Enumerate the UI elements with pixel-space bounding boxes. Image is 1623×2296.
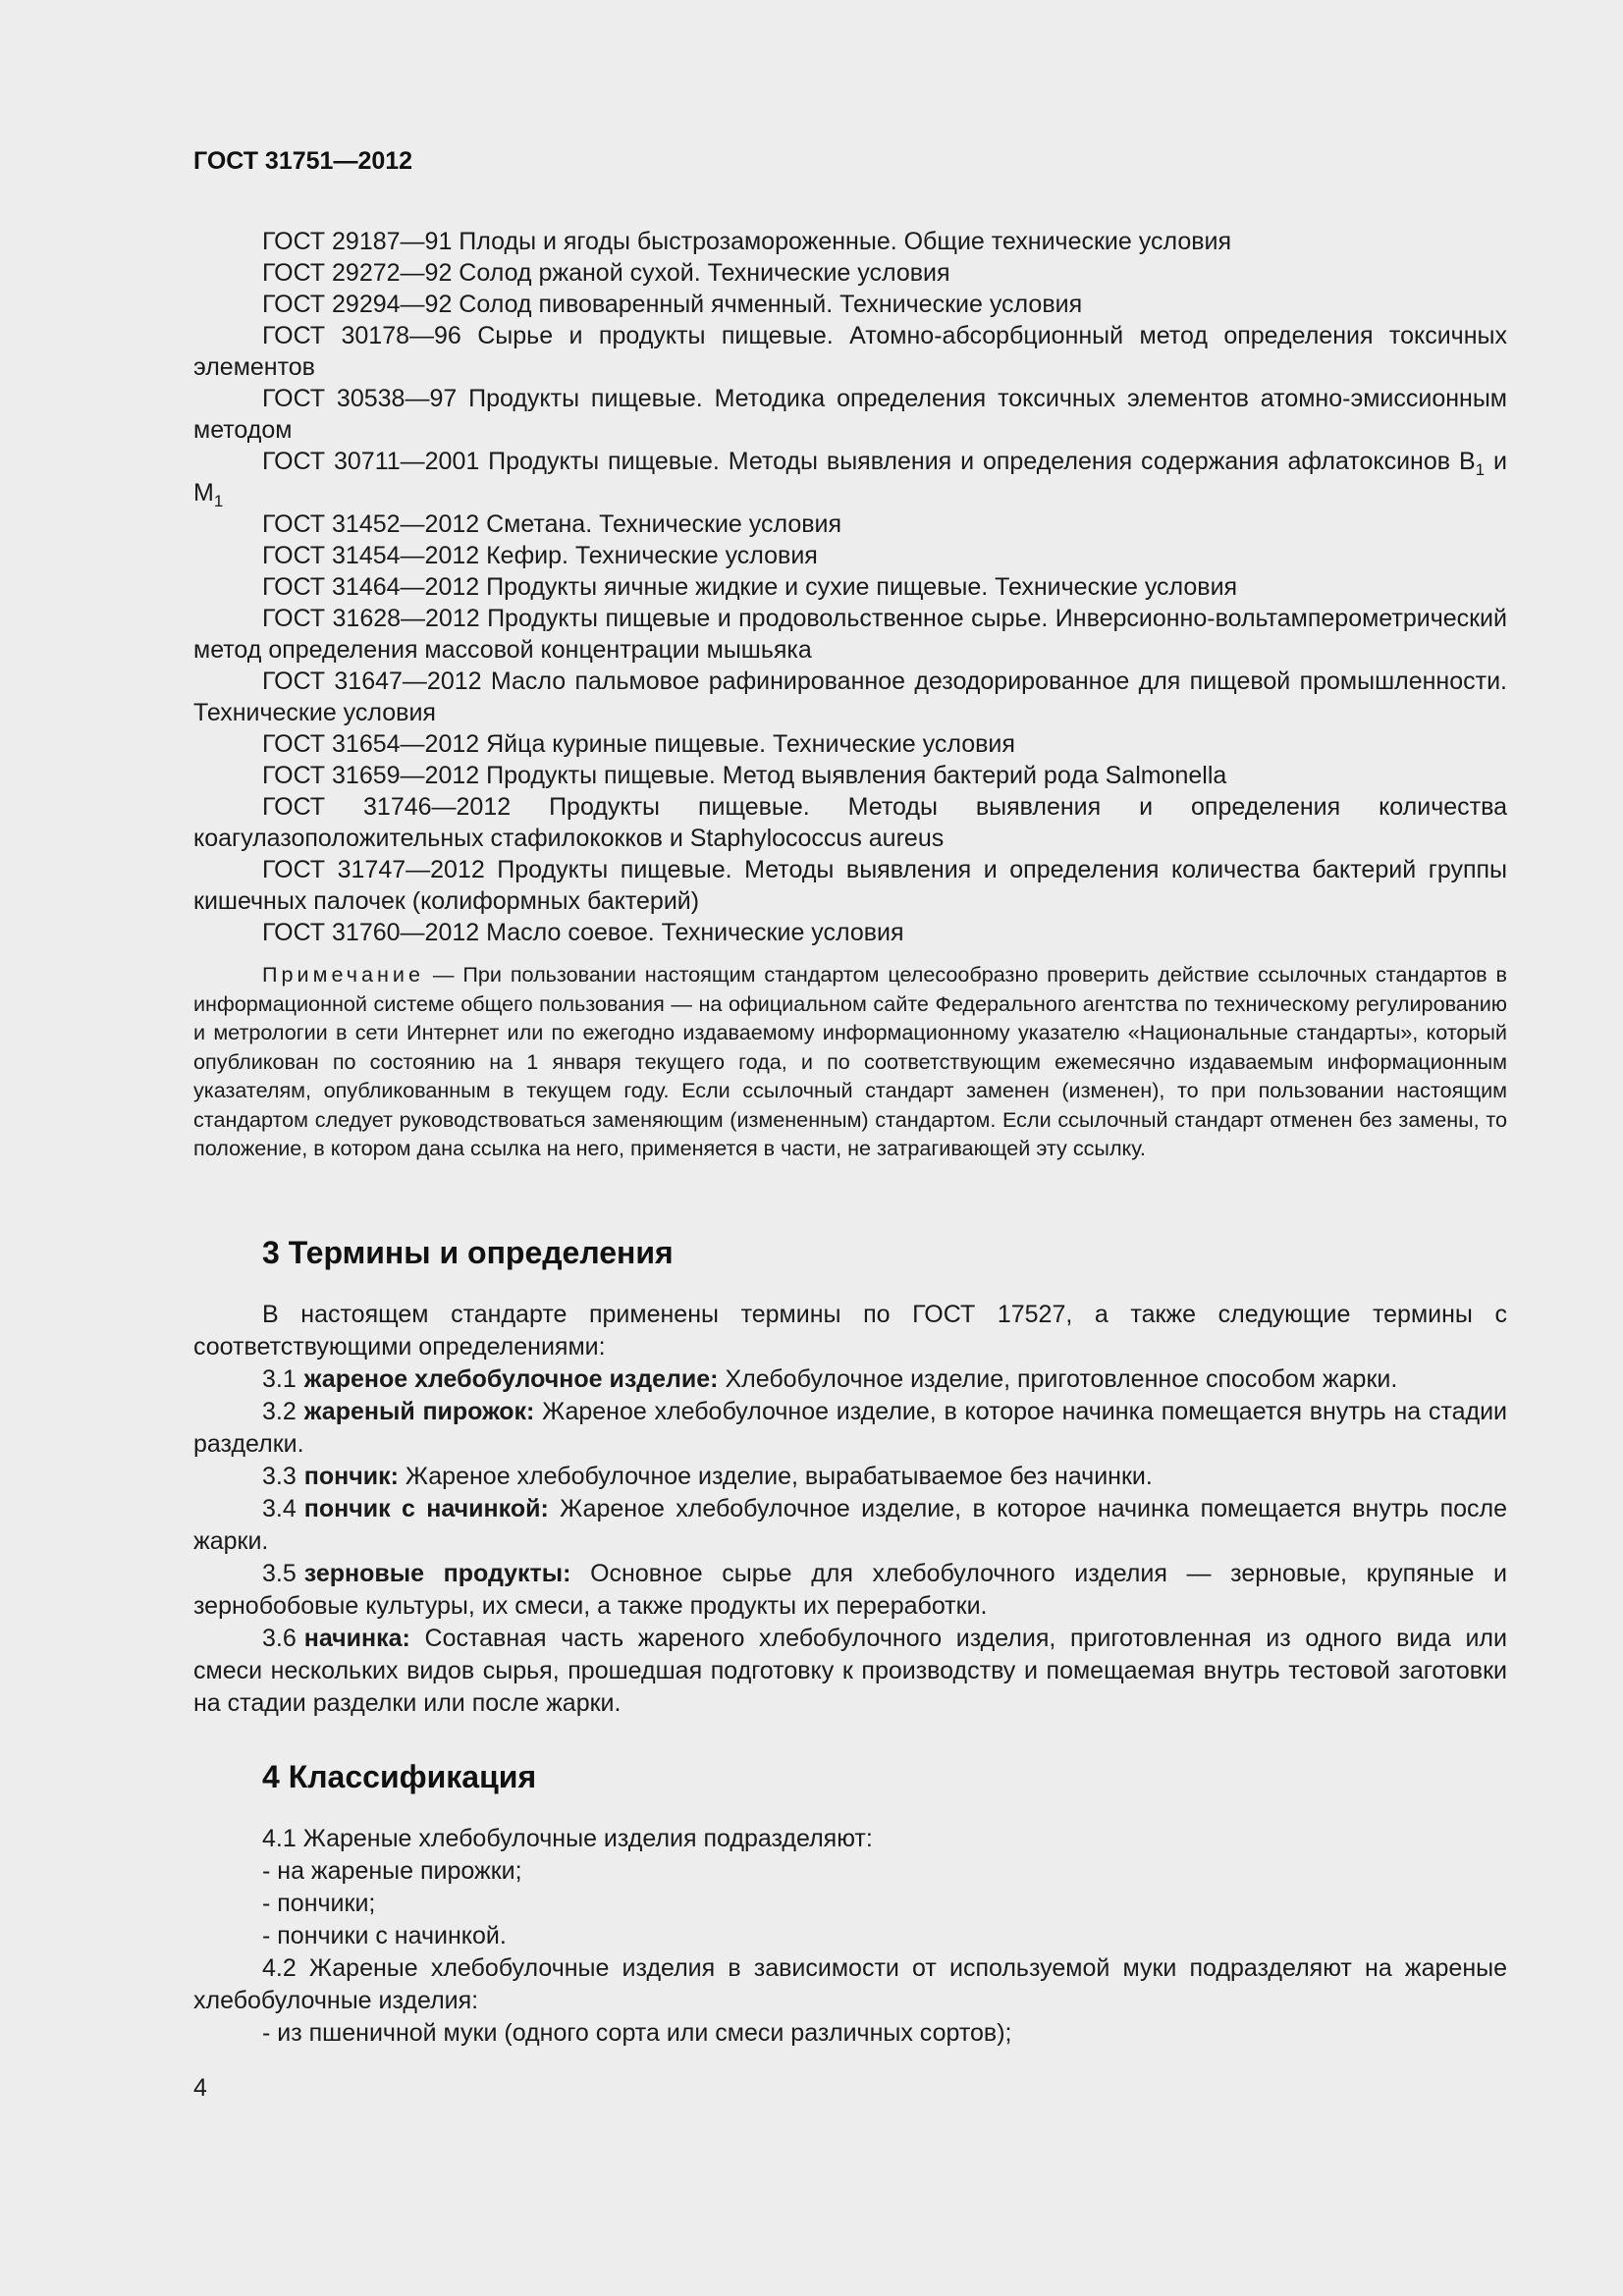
reference-item	[193, 446, 1507, 508]
term-name: зерновые продукты:	[303, 1559, 571, 1587]
reference-item: ГОСТ 31452—2012 Сметана. Технические условия	[262, 510, 842, 538]
reference-item: ГОСТ 31464—2012 Продукты яичные жидкие и сухие пищевые. Технические условия	[262, 573, 1238, 601]
classification-line: - на жареные пирожки;	[262, 1856, 522, 1885]
reference-text: и М	[193, 448, 1507, 507]
document-header: ГОСТ 31751—2012	[193, 147, 413, 175]
term-definition-text: Жареное хлебобулочное изделие, в которое начинка помещается внутрь на стадии разделки.	[193, 1397, 1507, 1458]
reference-item: ГОСТ 31747—2012 Продукты пищевые. Методы выявления и определения количества бактерий группы кишечных палочек (колиформных бактерий)	[193, 856, 1507, 915]
term-definition	[193, 1493, 1507, 1558]
reference-item: ГОСТ 31654—2012 Яйца куриные пищевые. Технические условия	[262, 730, 1015, 758]
section-3-intro: В настоящем стандарте применены термины по ГОСТ 17527, а также следующие термины с соответствующими определениями:	[193, 1300, 1507, 1361]
term-number: 3.5	[262, 1559, 297, 1587]
subscript: 1	[1475, 460, 1486, 479]
page-number: 4	[193, 2074, 207, 2102]
reference-item: ГОСТ 31659—2012 Продукты пищевые. Метод выявления бактерий рода Salmonella	[262, 762, 1227, 789]
section-4-heading: 4 Классификация	[262, 1758, 537, 1794]
term-number: 3.2	[262, 1397, 297, 1425]
normative-references-list	[193, 226, 1507, 948]
term-number: 3.1	[262, 1364, 297, 1393]
term-definition	[193, 1396, 1507, 1461]
term-name: жареное хлебобулочное изделие:	[303, 1364, 719, 1393]
classification-line: - из пшеничной муки (одного сорта или смеси различных сортов);	[262, 2018, 1012, 2047]
term-definition-text: Жареное хлебобулочное изделие, вырабатываемое без начинки.	[398, 1462, 1153, 1490]
section-3-heading: 3 Термины и определения	[262, 1234, 674, 1270]
term-name: начинка:	[303, 1624, 410, 1652]
subscript: 1	[213, 492, 224, 510]
term-definition-text: Жареное хлебобулочное изделие, в которое начинка помещается внутрь после жарки.	[193, 1494, 1508, 1555]
term-definition-text: Основное сырье для хлебобулочного изделия — зерновые, крупяные и зернобобовые культуры, их смеси, а также продукты их переработки.	[193, 1559, 1507, 1620]
term-definition	[193, 1363, 1507, 1396]
note-label: Примечание	[262, 962, 424, 987]
note-text: — При пользовании настоящим стандартом целесообразно проверить действие ссылочных стандартов в информационной системе общего пользования — на официальном сайте Федерального агентства по техническому регулированию и метрологии в сети Интернет или по ежегодно издаваемому информационному указателю «Национальные стандарты», который опубликован по состоянию на 1 января текущего года, и по соответствующим ежемесячно издаваемым информационным указателям, опубликованным в текущем году. Если ссылочный стандарт заменен (изменен), то при пользовании настоящим стандартом следует руководствоваться заменяющим (измененным) стандартом. Если ссылочный стандарт отменен без замены, то положение, в котором дана ссылка на него, применяется в части, не затрагивающей эту ссылку.	[193, 962, 1507, 1160]
classification-line: 4.2 Жареные хлебобулочные изделия в зависимости от используемой муки подразделяют на жареные хлебобулочные изделия:	[193, 1953, 1507, 2014]
reference-item: ГОСТ 31746—2012 Продукты пищевые. Методы выявления и определения количества коагулазоположительных стафилококков и Staphylococcus aureus	[193, 793, 1507, 852]
term-number: 3.6	[262, 1624, 297, 1652]
reference-text: ГОСТ 30711—2001 Продукты пищевые. Методы выявления и определения содержания афлатоксинов В	[262, 448, 1476, 475]
term-name: пончик с начинкой:	[303, 1494, 549, 1522]
term-definition	[193, 1461, 1507, 1493]
reference-item: ГОСТ 29187—91 Плоды и ягоды быстрозамороженные. Общие технические условия	[262, 228, 1232, 255]
term-definition-text: Составная часть жареного хлебобулочного изделия, приготовленная из одного вида или смеси нескольких видов сырья, прошедшая подготовку к производству и помещаемая внутрь тестовой заготовки на стадии разделки или после жарки.	[193, 1624, 1507, 1717]
document-body	[193, 226, 1507, 2050]
reference-item: ГОСТ 30538—97 Продукты пищевые. Методика определения токсичных элементов атомно-эмиссионным методом	[193, 385, 1507, 444]
note-paragraph	[193, 960, 1507, 1163]
classification-line: 4.1 Жареные хлебобулочные изделия подразделяют:	[262, 1824, 873, 1852]
reference-item: ГОСТ 31628—2012 Продукты пищевые и продовольственное сырье. Инверсионно-вольтамперометрический метод определения массовой концентрации мышьяка	[193, 605, 1507, 664]
term-definition	[193, 1558, 1507, 1623]
reference-item: ГОСТ 31454—2012 Кефир. Технические условия	[262, 542, 818, 569]
reference-item: ГОСТ 29294—92 Солод пивоваренный ячменный. Технические условия	[262, 291, 1083, 318]
classification-line: - пончики;	[262, 1889, 376, 1917]
term-definition-text: Хлебобулочное изделие, приготовленное способом жарки.	[718, 1364, 1398, 1393]
term-name: пончик:	[303, 1462, 399, 1490]
term-name: жареный пирожок:	[303, 1397, 535, 1425]
reference-item: ГОСТ 29272—92 Солод ржаной сухой. Технические условия	[262, 259, 950, 287]
reference-item: ГОСТ 31760—2012 Масло соевое. Технические условия	[262, 919, 904, 946]
reference-item: ГОСТ 30178—96 Сырье и продукты пищевые. Атомно-абсорбционный метод определения токсичных элементов	[193, 322, 1507, 381]
term-number: 3.4	[262, 1494, 297, 1522]
term-definition	[193, 1623, 1507, 1720]
term-number: 3.3	[262, 1462, 297, 1490]
classification-line: - пончики с начинкой.	[262, 1921, 507, 1949]
reference-item: ГОСТ 31647—2012 Масло пальмовое рафинированное дезодорированное для пищевой промышленности. Технические условия	[193, 667, 1507, 726]
